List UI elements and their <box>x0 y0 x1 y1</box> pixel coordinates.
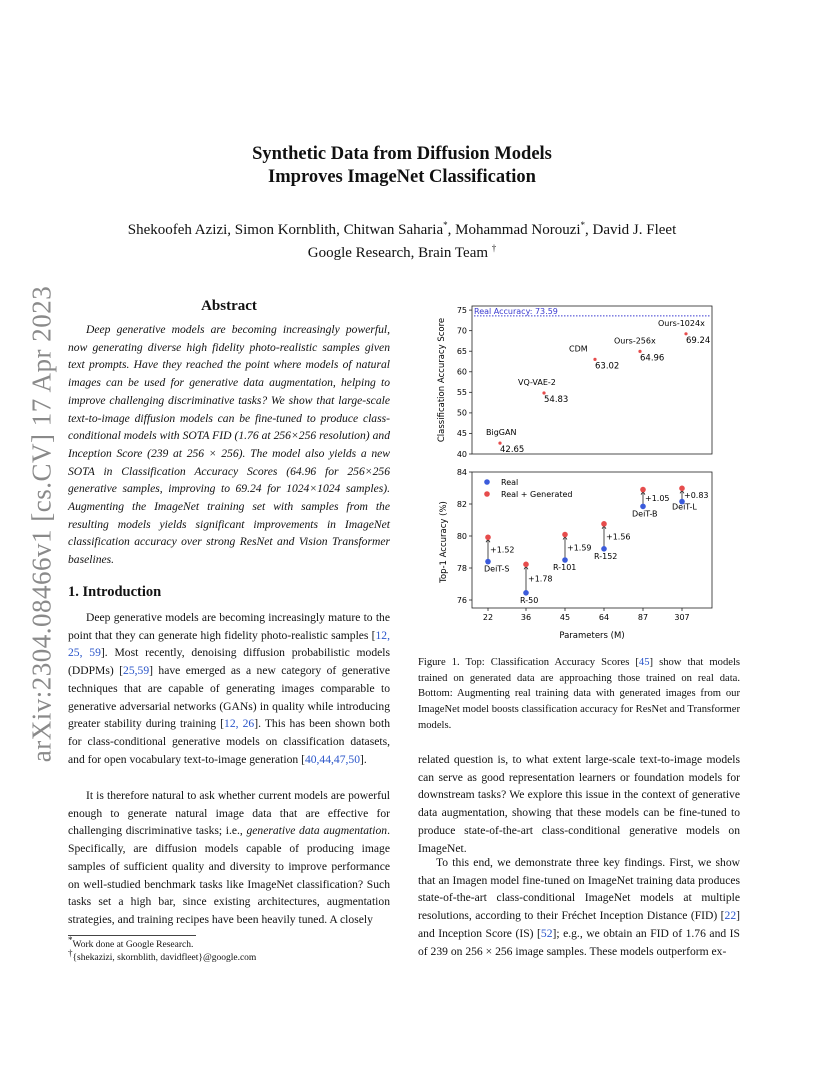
legend-marker-generated <box>484 491 490 497</box>
model-label: DeiT-L <box>672 502 697 512</box>
x-tick-label: 36 <box>520 613 532 622</box>
affiliation-mark: † <box>491 243 497 253</box>
intro-paragraph-1: Deep generative models are becoming increasingly mature to the point that they can generate high fidelity photo-realistic samples [12, 25, 59]. Most recently, denoising diffusion probabilistic models (DDPMs) [25,59] have emerged as a new category of generative techniques that are capable of generating images comparable to generative adversarial networks (GANs) in quality while introducing greater stability during training [12, 26]. This has been shown both for class-conditional generative models on classification datasets, and for open vocabulary text-to-image generation [40,44,47,50]. <box>68 611 391 766</box>
intro-paragraph-4: To this end, we demonstrate three key findings. First, we show that an Imagen model fine-tuned on ImageNet training data produces state-of-the-art class-conditional ImageNet models at multiple resolutions, according to their Fréchet Inception Distance (FID) [22] and Inception Score (IS) [52]; e.g., we obtain an FID of 1.76 and IS of 239 on 256 × 256 image samples. These models outperform ex- <box>418 856 740 958</box>
generated-point <box>523 562 529 568</box>
y-tick-label: 45 <box>456 429 467 439</box>
cas-y-ticks <box>457 306 472 459</box>
gain-label: +0.83 <box>684 490 709 500</box>
arxiv-id: arXiv:2304.08466v1 [cs.CV] 17 Apr 2023 <box>26 285 57 763</box>
y-tick-label: 84 <box>456 467 467 477</box>
author-name: Simon Kornblith <box>234 222 337 238</box>
author-name: Chitwan Saharia <box>343 222 444 238</box>
author-name: Mohammad Norouzi <box>455 222 581 238</box>
model-label: R-50 <box>520 595 539 605</box>
cas-points <box>486 319 710 455</box>
figure-1-charts <box>432 298 732 644</box>
cas-value-label: 64.96 <box>640 353 665 364</box>
generated-point <box>485 534 491 540</box>
legend-marker-real <box>484 479 490 485</box>
real-point <box>485 559 491 565</box>
citation-link[interactable]: 12, 26 <box>224 717 255 731</box>
real-point <box>601 546 607 552</box>
top1-x-ticks <box>483 608 690 622</box>
intro-paragraph-2: It is therefore natural to ask whether current models are powerful enough to generate natural image data that are effective for challenging discriminative tasks; i.e., generative data augmentation. Specifically, are diffusion models capable of producing image samples of sufficient quality and diversity to improve performance on well-studied benchmark tasks like ImageNet classification? Such tasks set a high bar, since existing architectures, augmentation strategies, and training recipes have been heavily tuned. A closely <box>68 789 390 926</box>
cas-model-label: CDM <box>569 344 588 354</box>
y-tick-label: 80 <box>456 531 467 541</box>
y-tick-label: 55 <box>456 388 467 398</box>
paper-title <box>120 143 684 189</box>
top1-points <box>484 486 709 605</box>
cas-model-label: Ours-256x <box>614 336 656 346</box>
real-point <box>562 557 568 563</box>
top1-y-label: Top-1 Accuracy (%) <box>439 501 449 583</box>
y-tick-label: 60 <box>456 367 467 377</box>
title-line-1: Synthetic Data from Diffusion Models <box>252 144 552 164</box>
x-tick-label: 64 <box>598 613 610 622</box>
gain-label: +1.52 <box>490 545 515 555</box>
legend <box>484 478 572 499</box>
gain-label: +1.05 <box>645 494 670 503</box>
affiliation <box>70 242 734 264</box>
top1-x-label: Parameters (M) <box>559 631 625 641</box>
gain-label: +1.59 <box>567 543 592 553</box>
author-name: David J. Fleet <box>592 222 677 238</box>
citation-link[interactable]: 45 <box>638 657 650 668</box>
x-tick-label: 45 <box>559 613 571 622</box>
y-tick-label: 78 <box>456 563 467 573</box>
cas-value-label: 54.83 <box>544 395 569 406</box>
gain-label: +1.78 <box>528 574 553 584</box>
affiliation-text: Google Research, Brain Team <box>307 245 489 261</box>
citation-link[interactable]: 52 <box>540 926 553 940</box>
model-label: DeiT-S <box>484 564 510 574</box>
y-tick-label: 82 <box>456 499 467 509</box>
cas-value-label: 63.02 <box>595 361 620 372</box>
cas-chart <box>437 306 712 459</box>
citation-link[interactable]: 40,44,47,50 <box>304 752 361 766</box>
author-name: Shekoofeh Azizi <box>127 222 228 238</box>
y-tick-label: 65 <box>456 347 467 357</box>
legend-label-generated: Real + Generated <box>501 490 573 499</box>
model-label: R-101 <box>553 563 577 572</box>
y-tick-label: 50 <box>456 408 467 418</box>
cas-model-label: Ours-1024x <box>658 318 705 328</box>
model-label: R-152 <box>594 551 618 561</box>
intro-paragraph-3: related question is, to what extent large-scale text-to-image models can serve as good representation learners or foundation models for downstream tasks? We explore this issue in the context of generative data augmentation, showing that these models can be fine-tuned to produce state-of-the-art class-conditional generative models on ImageNet. <box>418 753 740 855</box>
footnote-1: *Work done at Google Research. <box>68 934 194 950</box>
arxiv-sidebar <box>20 286 64 762</box>
y-tick-label: 76 <box>456 595 467 605</box>
cas-model-label: VQ-VAE-2 <box>518 378 556 388</box>
section-heading-introduction: 1. Introduction <box>68 584 162 600</box>
author-mark: * <box>580 220 586 230</box>
top1-y-ticks <box>457 468 472 605</box>
real-point <box>640 504 646 510</box>
generated-point <box>601 521 607 527</box>
citation-link[interactable]: 25,59 <box>123 664 150 678</box>
title-line-2: Improves ImageNet Classification <box>268 167 536 187</box>
abstract-text: Deep generative models are becoming increasingly powerful, now generating diverse high fidelity photo-realistic samples given text prompts. Have they reached the point where models of natural images can be used for generative data augmentation, helping to improve challenging discriminative tasks? We show that large-scale text-to-image diffusion models can be fine-tuned to produce class-conditional models with SOTA FID (1.76 at 256×256 resolution) and Inception Score (239 at 256 × 256). The model also yields a new SOTA in Classification Accuracy Scores (64.96 for 256×256 generative samples, improving to 69.24 for 1024×1024 samples). Augmenting the ImageNet training set with samples from the resulting models yields significant improvements in ImageNet classification accuracy over strong ResNet and Vision Transformer baselines. <box>68 323 390 567</box>
generated-point <box>640 487 646 493</box>
abstract-heading: Abstract <box>201 298 257 314</box>
cas-model-label: BigGAN <box>486 428 517 438</box>
citation-link[interactable]: 22 <box>724 909 737 923</box>
y-tick-label: 40 <box>456 449 467 459</box>
cas-y-label: Classification Accuracy Score <box>437 317 447 443</box>
x-tick-label: 87 <box>637 613 649 622</box>
author-list: Shekoofeh Azizi, Simon Kornblith, Chitwan Saharia*, Mohammad Norouzi*, David J. Fleet <box>127 220 677 238</box>
cas-value-label: 42.65 <box>500 445 525 456</box>
author-mark: * <box>443 220 448 230</box>
y-tick-label: 75 <box>456 305 467 315</box>
real-point <box>523 590 529 596</box>
gain-label: +1.56 <box>606 532 631 542</box>
citation-link[interactable]: 12, 25, 59 <box>68 628 390 660</box>
model-label: DeiT-B <box>632 509 658 519</box>
legend-label-real: Real <box>501 478 519 487</box>
x-tick-label: 307 <box>674 613 690 622</box>
footnote-rule <box>68 935 196 936</box>
figure-1-caption: Figure 1. Top: Classification Accuracy Scores [45] show that models trained on generated data are approaching those trained on real data. Bottom: Augmenting real training data with generated images from our ImageNet model boosts classification accuracy for ResNet and Transformer models. <box>418 657 741 731</box>
y-tick-label: 70 <box>456 326 467 336</box>
cas-value-label: 69.24 <box>686 335 711 346</box>
generated-point <box>562 532 568 538</box>
top1-chart <box>439 468 712 641</box>
real-accuracy-label: Real Accuracy: 73.59 <box>474 306 558 316</box>
x-tick-label: 22 <box>482 613 494 622</box>
footnote-2: †{shekazizi, skornblith, davidfleet}@google.com <box>68 947 257 963</box>
